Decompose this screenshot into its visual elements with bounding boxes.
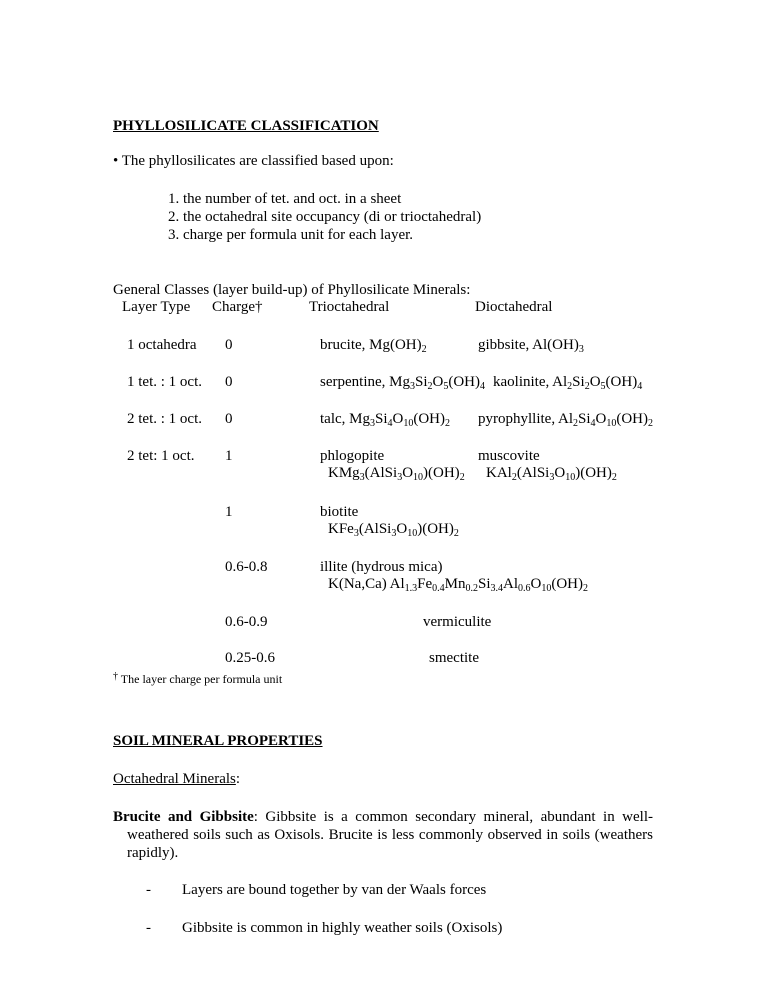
table-row xyxy=(127,337,584,354)
cell-layer: 2 tet: 1 oct. xyxy=(127,448,195,464)
cell-span: vermiculite xyxy=(423,614,492,630)
footnote-text: The layer charge per formula unit xyxy=(118,672,283,686)
table-caption: General Classes (layer build-up) of Phyllosilicate Minerals: xyxy=(113,282,471,298)
cell-charge: 0 xyxy=(225,374,233,390)
cell-tri-group xyxy=(320,504,478,538)
cell-tri-formula: $KMg_3(AlSi_3O_{10})(OH)_2$ xyxy=(328,465,465,483)
cell-tri: talc, $Mg_3Si_4O_{10}(OH)_2$ xyxy=(320,411,451,429)
cell-charge: 1 xyxy=(225,504,233,520)
cell-charge: 0.6-0.8 xyxy=(225,559,268,575)
header-trioctahedral: Trioctahedral xyxy=(309,299,390,315)
header-dioctahedral: Dioctahedral xyxy=(475,299,553,315)
intro-bullet: • The phyllosilicates are classified based upon: xyxy=(113,153,394,169)
cell-charge: 0.25-0.6 xyxy=(225,650,275,666)
cell-di-group xyxy=(478,448,617,482)
section-title: SOIL MINERAL PROPERTIES xyxy=(113,733,323,749)
footnote xyxy=(113,672,282,686)
cell-tri-group xyxy=(320,559,596,593)
footnote-mark: † xyxy=(113,671,118,682)
cell-di: pyrophyllite, $Al_2Si_4O_{10}(OH)_2$ xyxy=(478,411,654,429)
cell-tri-group xyxy=(320,448,478,482)
cell-tri-formula: K(Na,Ca) $Al_{1.3}Fe_{0.4}Mn_{0.2}Si_{3.4}Al_{0.6}O_{10}(OH)_2$ xyxy=(328,576,589,594)
cell-tri: serpentine, $Mg_3Si_2O_5(OH)_4$ xyxy=(320,374,485,392)
cell-tri-formula: $KFe_3(AlSi_3O_{10})(OH)_2$ xyxy=(328,521,459,539)
table-row xyxy=(127,411,653,428)
paragraph-lead: Brucite and Gibbsite xyxy=(113,809,254,825)
criteria-item: 1. the number of tet. and oct. in a sheet xyxy=(168,191,402,207)
subsection-heading xyxy=(113,771,240,788)
cell-layer: 1 tet. : 1 oct. xyxy=(127,374,202,390)
table-row xyxy=(127,614,491,631)
cell-span: smectite xyxy=(429,650,479,666)
cell-tri: illite (hydrous mica) xyxy=(320,559,443,575)
cell-layer-empty xyxy=(127,504,225,538)
cell-tri: brucite, $Mg(OH)_2$ xyxy=(320,337,427,355)
header-layer-type: Layer Type xyxy=(122,299,191,315)
cell-layer-empty xyxy=(127,559,225,593)
cell-charge: 0 xyxy=(225,337,233,353)
table-row xyxy=(127,448,617,482)
page-title: PHYLLOSILICATE CLASSIFICATION xyxy=(113,118,379,134)
table-row xyxy=(127,650,479,667)
brucite-paragraph xyxy=(113,808,653,862)
cell-charge: 1 xyxy=(225,448,233,464)
cell-charge: 0.6-0.9 xyxy=(225,614,268,630)
cell-tri: phlogopite xyxy=(320,448,385,464)
cell-charge: 0 xyxy=(225,411,233,427)
dash: - xyxy=(146,882,151,898)
bullet-text: Gibbsite is common in highly weather soils (Oxisols) xyxy=(182,920,503,936)
cell-layer-empty xyxy=(127,650,225,667)
paragraph-text: : Gibbsite is a common secondary mineral, abundant in well-weathered soils such as Oxisols. Brucite is less commonly observed in soils (weathers rapidly). xyxy=(127,809,653,861)
criteria-item: 2. the octahedral site occupancy (di or trioctahedral) xyxy=(168,209,482,225)
bullet-text: Layers are bound together by van der Waals forces xyxy=(182,882,487,898)
cell-layer-empty xyxy=(127,614,225,631)
table-row xyxy=(127,504,478,538)
table-row xyxy=(127,374,642,391)
cell-di-formula: $KAl_2(AlSi_3O_{10})(OH)_2$ xyxy=(486,465,617,483)
subsection-colon: : xyxy=(235,771,241,787)
subsection-title: Octahedral Minerals xyxy=(113,771,236,787)
cell-layer: 2 tet. : 1 oct. xyxy=(127,411,202,427)
cell-tri: biotite xyxy=(320,504,359,520)
cell-di: gibbsite, $Al(OH)_3$ xyxy=(478,337,584,355)
criteria-item: 3. charge per formula unit for each layer. xyxy=(168,227,414,243)
dash: - xyxy=(146,920,151,936)
cell-di: muscovite xyxy=(478,448,540,464)
cell-di: kaolinite, $Al_2Si_2O_5(OH)_4$ xyxy=(493,374,643,392)
cell-layer: 1 octahedra xyxy=(127,337,197,353)
table-row xyxy=(127,559,596,593)
header-charge: Charge† xyxy=(212,299,263,315)
